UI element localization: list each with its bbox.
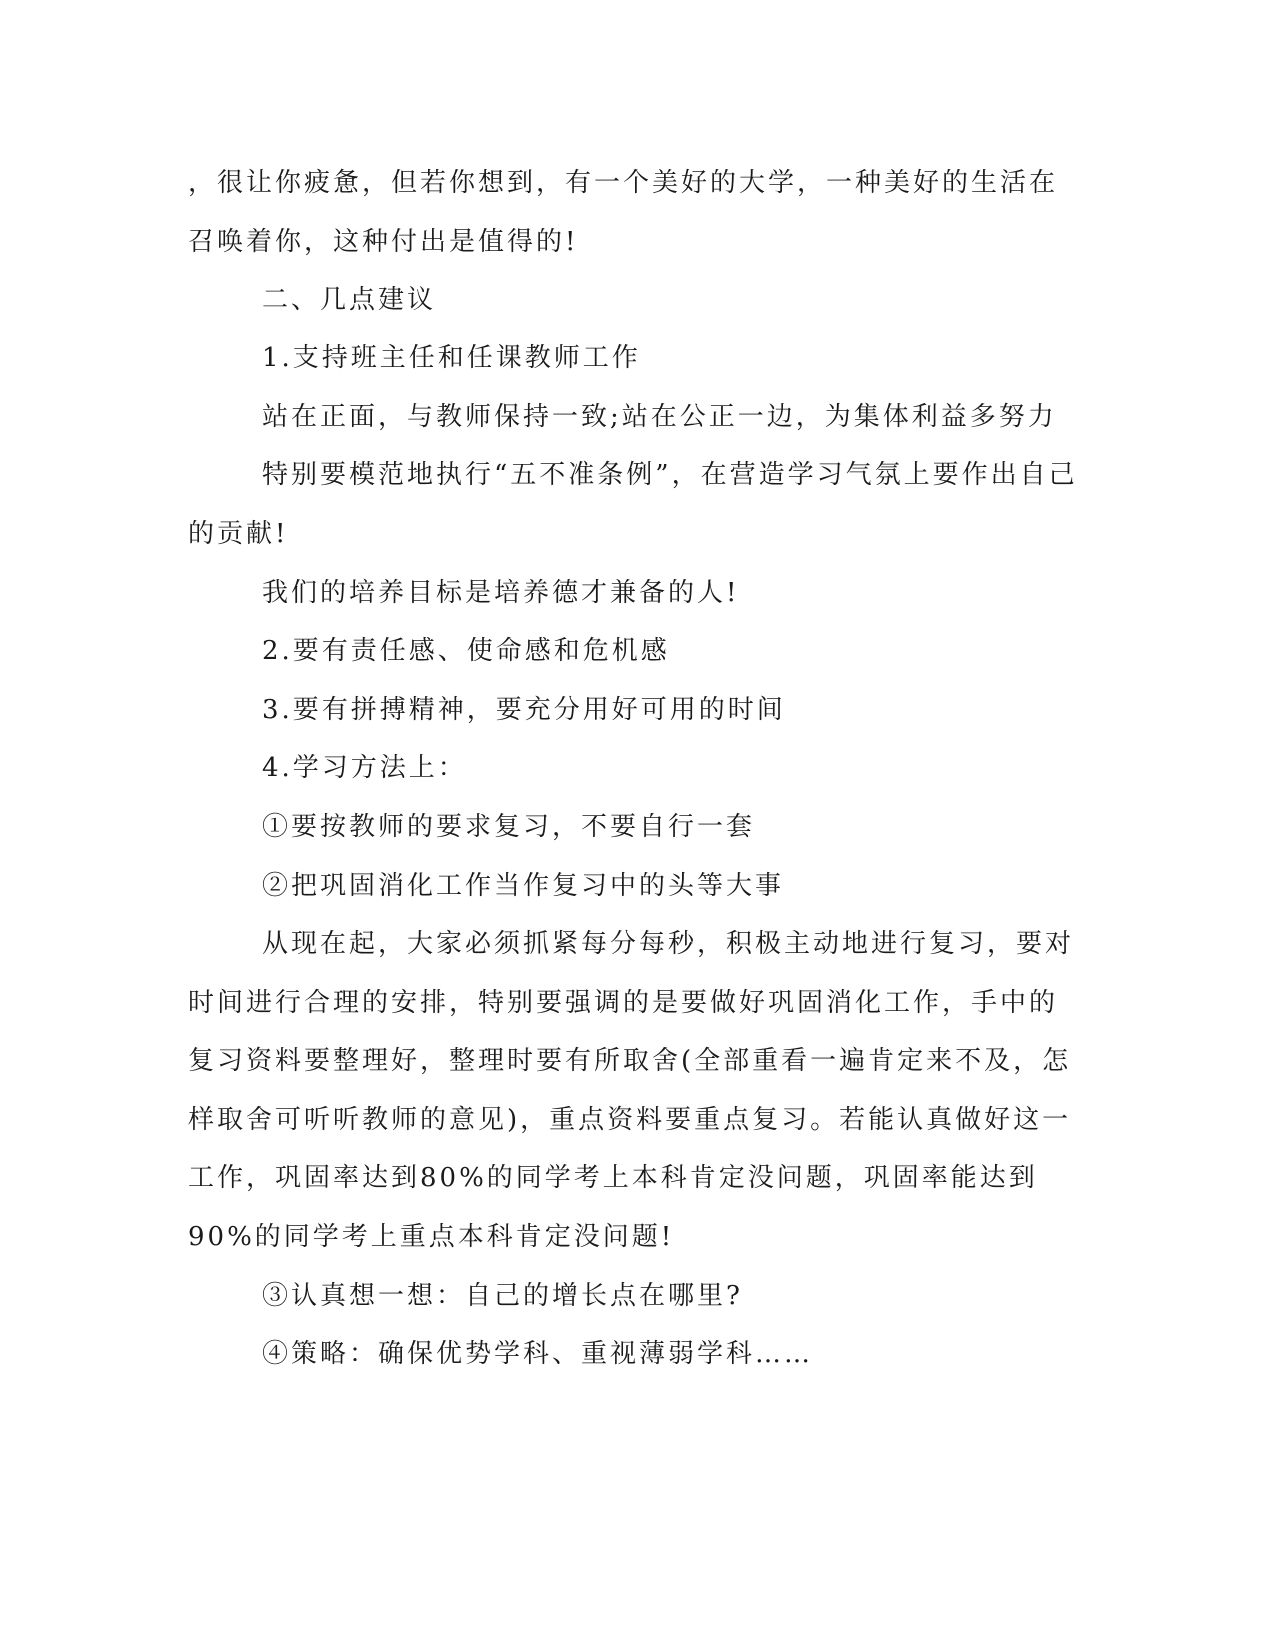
list-item: 2.要有责任感、使命感和危机感 (262, 636, 670, 666)
paragraph-line: 的贡献! (188, 519, 289, 549)
paragraph-line: 样取舍可听听教师的意见)，重点资料要重点复习。若能认真做好这一 (188, 1105, 1072, 1135)
sub-list-item: ③认真想一想：自己的增长点在哪里? (262, 1281, 743, 1311)
list-item: 1.支持班主任和任课教师工作 (262, 343, 641, 373)
paragraph-line: 工作，巩固率达到80%的同学考上本科肯定没问题，巩固率能达到 (188, 1163, 1038, 1193)
sub-list-item: ①要按教师的要求复习，不要自行一套 (262, 812, 756, 842)
paragraph-line: 特别要模范地执行“五不准条例”，在营造学习气氛上要作出自己 (262, 460, 1078, 490)
paragraph-line: 90%的同学考上重点本科肯定没问题! (188, 1222, 675, 1252)
paragraph-line: 时间进行合理的安排，特别要强调的是要做好巩固消化工作，手中的 (188, 988, 1059, 1018)
paragraph-line: 站在正面，与教师保持一致;站在公正一边，为集体利益多努力 (262, 402, 1057, 432)
list-item: 4.学习方法上： (262, 753, 467, 783)
paragraph-line: 复习资料要整理好，整理时要有所取舍(全部重看一遍肯定来不及，怎 (188, 1046, 1072, 1076)
paragraph-line: ，很让你疲惫，但若你想到，有一个美好的大学，一种美好的生活在 (188, 168, 1059, 198)
section-heading: 二、几点建议 (262, 285, 437, 315)
list-item: 3.要有拼搏精神，要充分用好可用的时间 (262, 695, 786, 725)
sub-list-item: ④策略：确保优势学科、重视薄弱学科…… (262, 1339, 814, 1369)
sub-list-item: ②把巩固消化工作当作复习中的头等大事 (262, 871, 785, 901)
paragraph-line: 从现在起，大家必须抓紧每分每秒，积极主动地进行复习，要对 (262, 929, 1075, 959)
paragraph-line: 召唤着你，这种付出是值得的! (188, 227, 579, 257)
paragraph-line: 我们的培养目标是培养德才兼备的人! (262, 578, 740, 608)
